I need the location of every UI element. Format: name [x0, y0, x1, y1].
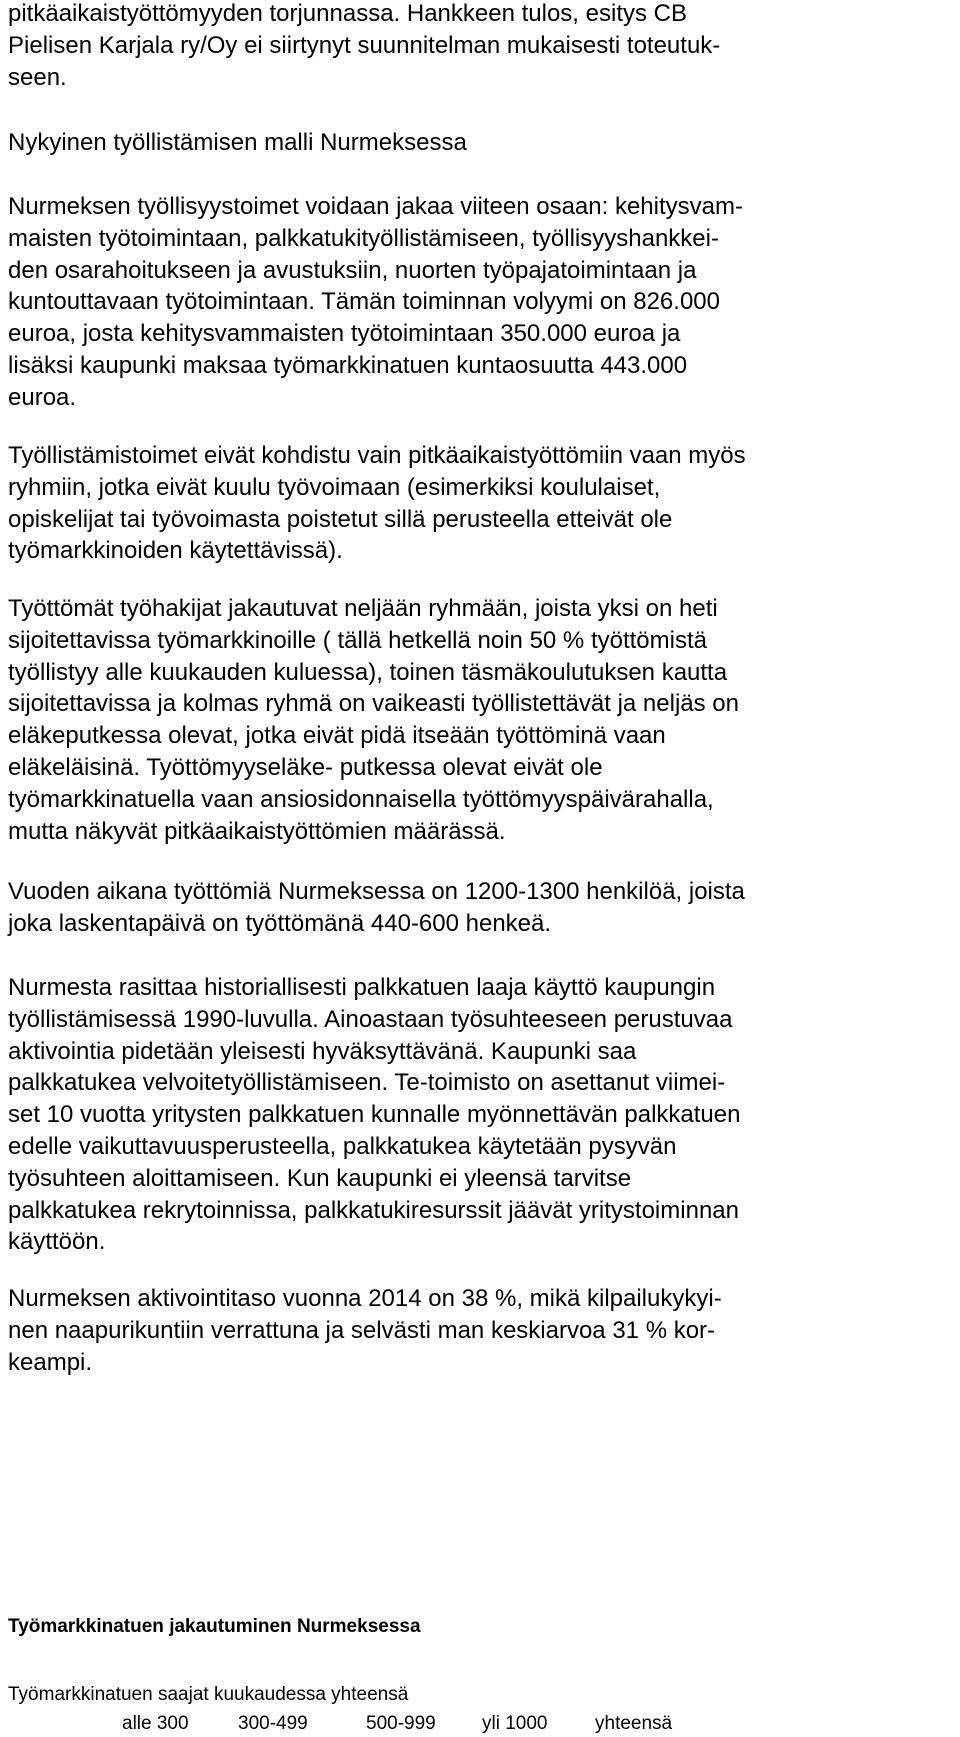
column-header: alle 300	[122, 1713, 189, 1734]
text-line: sijoitettavissa ja kolmas ryhmä on vaikeasti työllistettävät ja neljäs on	[8, 690, 739, 718]
text-line: Pielisen Karjala ry/Oy ei siirtynyt suunnitelman mukaisesti toteutuk-	[8, 31, 721, 59]
text-line: Vuoden aikana työttömiä Nurmeksessa on 1200-1300 henkilöä, joista	[8, 878, 745, 905]
text-line: Työttömät työhakijat jakautuvat neljään ryhmään, joista yksi on heti	[8, 595, 718, 622]
text-line: työllistyy alle kuukauden kuluessa), toinen täsmäkoulutuksen kautta	[8, 658, 728, 686]
text-line: joka laskentapäivä on työttömänä 440-600 henkeä.	[8, 909, 552, 937]
paragraph-activation-rate	[8, 1283, 722, 1378]
text-line: työllistämisessä 1990-luvulla. Ainoastaan työsuhteeseen perustuvaa	[8, 1005, 733, 1033]
text-line: kuntouttavaan työtoimintaan. Tämän toiminnan volyymi on 826.000	[8, 288, 720, 316]
paragraph-unemployed-groups	[8, 593, 739, 847]
text-line: opiskelijat tai työvoimasta poistetut sillä perusteella etteivät ole	[8, 505, 673, 533]
column-header: 300-499	[238, 1713, 308, 1734]
text-line: euroa, josta kehitysvammaisten työtoimintaan 350.000 euroa ja	[8, 320, 681, 348]
text-line: keampi.	[8, 1348, 93, 1376]
text-line: ryhmiin, jotka eivät kuulu työvoimaan (esimerkiksi koululaiset,	[8, 473, 661, 501]
paragraph-wage-subsidy	[8, 972, 740, 1258]
text-line: pitkäaikaistyöttömyyden torjunnassa. Hankkeen tulos, esitys CB	[8, 0, 687, 27]
text-line: nen naapurikuntiin verrattuna ja selvästi man keskiarvoa 31 % kor-	[8, 1316, 716, 1344]
text-line: Työllistämistoimet eivät kohdistu vain pitkäaikaistyöttömiin vaan myös	[8, 442, 746, 469]
text-line: mutta näkyvät pitkäaikaistyöttömien määrässä.	[8, 817, 506, 845]
text-line: käyttöön.	[8, 1228, 106, 1256]
column-header: yhteensä	[595, 1713, 673, 1734]
text-line: Nykyinen työllistämisen malli Nurmeksessa	[8, 129, 467, 156]
text-line: työsuhteen aloittamiseen. Kun kaupunki ei yleensä tarvitse	[8, 1164, 632, 1192]
text-line: set 10 vuotta yritysten palkkatuen kunnalle myönnettävän palkkatuen	[8, 1101, 741, 1129]
paragraph-project-outcome	[8, 0, 720, 93]
table-heading: Työmarkkinatuen jakautuminen Nurmeksessa	[8, 1616, 421, 1637]
text-line: Nurmesta rasittaa historiallisesti palkkatuen laaja käyttö kaupungin	[8, 974, 716, 1001]
text-line: eläkeläisinä. Työttömyyseläke- putkessa olevat eivät ole	[8, 753, 603, 781]
paragraph-employment-measures	[8, 191, 743, 414]
text-line: työmarkkinatuella vaan ansiosidonnaisella työttömyyspäivärahalla,	[8, 785, 714, 813]
text-line: Nurmeksen työllisyystoimet voidaan jakaa viiteen osaan: kehitysvam-	[8, 193, 743, 220]
table-subheading: Työmarkkinatuen saajat kuukaudessa yhteensä	[8, 1684, 409, 1705]
text-line: eläkeputkessa olevat, jotka eivät pidä itseään työttöminä vaan	[8, 722, 666, 750]
text-line: maisten työtoimintaan, palkkatukityöllistämiseen, työllisyyshankkei-	[8, 224, 719, 252]
column-header: 500-999	[366, 1713, 436, 1734]
text-line: Nurmeksen aktivointitaso vuonna 2014 on 38 %, mikä kilpailukykyi-	[8, 1285, 722, 1312]
text-line: työmarkkinoiden käytettävissä).	[8, 537, 343, 565]
column-header: yli 1000	[482, 1713, 548, 1734]
paragraph-yearly-unemployed	[8, 876, 745, 940]
paragraph-target-groups	[8, 440, 746, 567]
text-line: aktivointia pidetään yleisesti hyväksyttävänä. Kaupunki saa	[8, 1037, 637, 1065]
text-line: euroa.	[8, 383, 77, 411]
text-line: seen.	[8, 63, 67, 91]
text-line: palkkatukea velvoitetyöllistämiseen. Te-toimisto on asettanut viimei-	[8, 1069, 726, 1097]
text-line: palkkatukea rekrytoinnissa, palkkatukiresurssit jäävät yritystoiminnan	[8, 1196, 739, 1224]
section-heading	[8, 127, 467, 159]
text-line: edelle vaikuttavuusperusteella, palkkatukea käytetään pysyvän	[8, 1132, 677, 1160]
text-line: den osarahoitukseen ja avustuksiin, nuorten työpajatoimintaan ja	[8, 256, 697, 284]
text-line: sijoitettavissa työmarkkinoille ( tällä hetkellä noin 50 % työttömistä	[8, 626, 707, 654]
text-line: lisäksi kaupunki maksaa työmarkkinatuen kuntaosuutta 443.000	[8, 351, 688, 379]
